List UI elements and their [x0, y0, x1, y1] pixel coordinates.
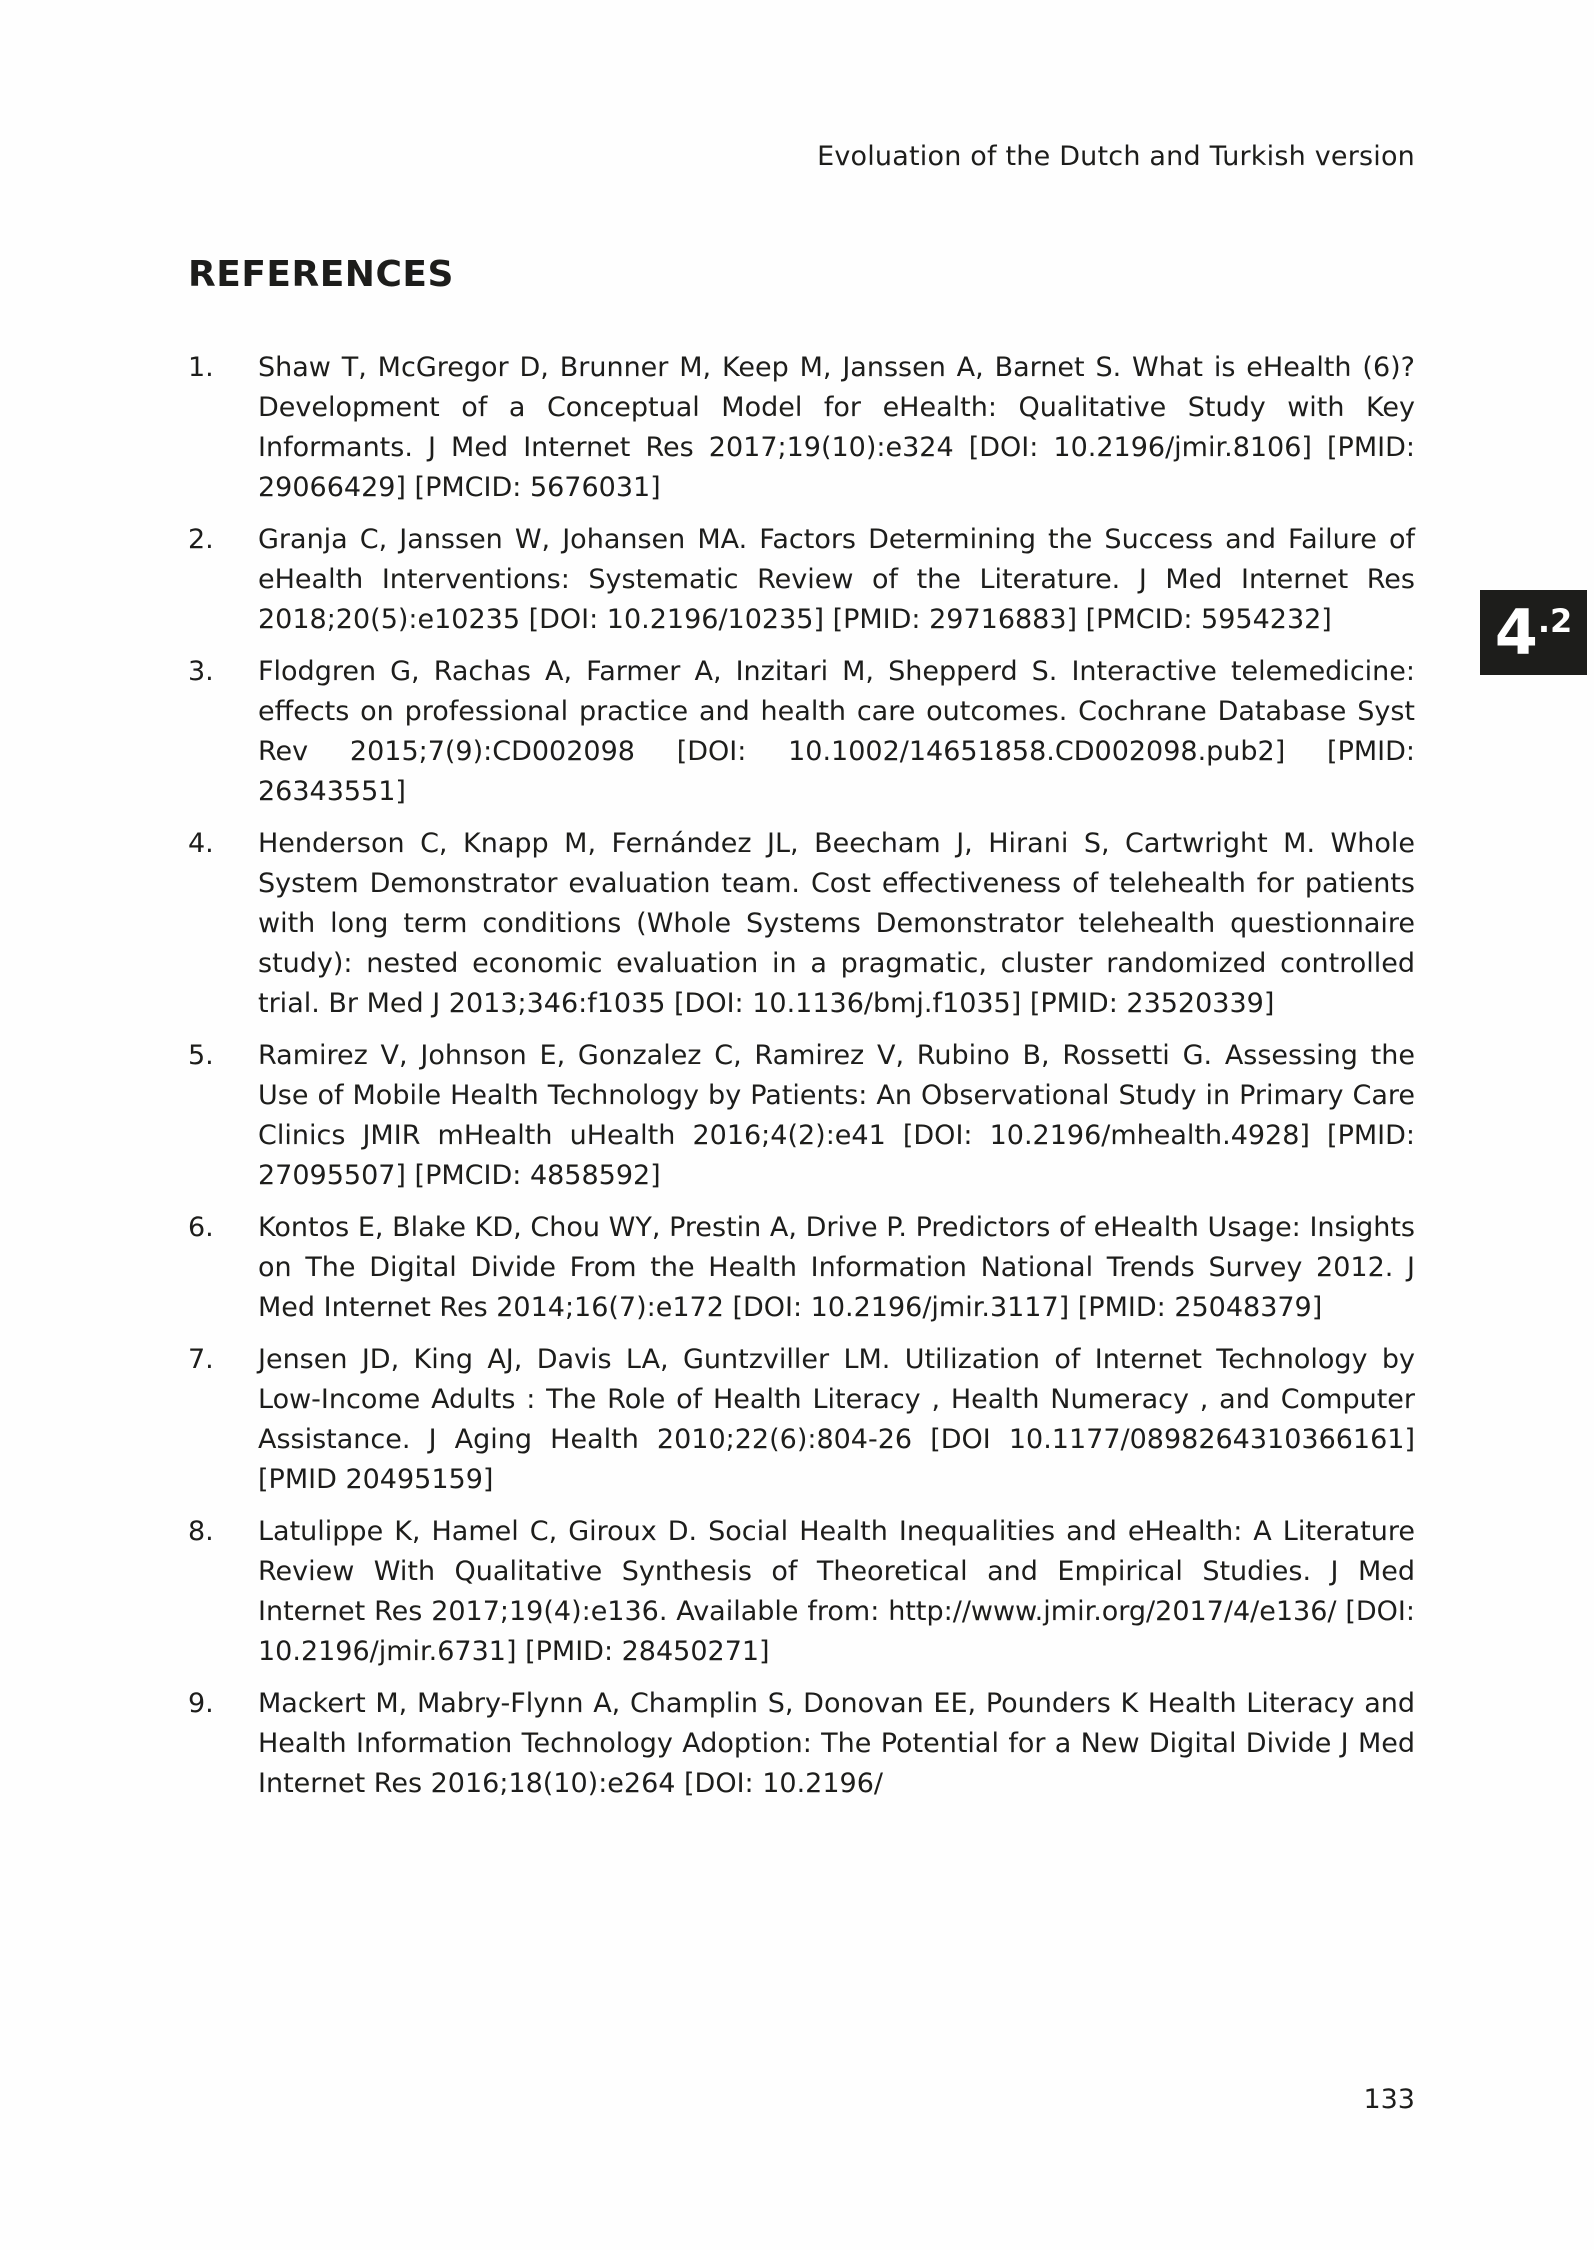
reference-item	[188, 348, 1415, 508]
reference-number: 2.	[188, 524, 214, 555]
reference-number: 4.	[188, 828, 214, 859]
reference-text: Latulippe K, Hamel C, Giroux D. Social Health Inequalities and eHealth: A Literature Review With Qualitative Synthesis of Theoretical and Empirical Studies. J Med Internet Res 2017;19(4):e136. Available from: http://www.jmir.org/2017/4/e136/ [DOI: 10.2196/jmir.6731] [PMID: 28450271]	[258, 1516, 1415, 1667]
reference-number: 8.	[188, 1516, 214, 1547]
reference-text: Shaw T, McGregor D, Brunner M, Keep M, Janssen A, Barnet S. What is eHealth (6)? Development of a Conceptual Model for eHealth: Qualitative Study with Key Informants. J Med Internet Res 2017;19(10):e324 [DOI: 10.2196/jmir.8106] [PMID: 29066429] [PMCID: 5676031]	[258, 352, 1415, 503]
reference-text: Kontos E, Blake KD, Chou WY, Prestin A, Drive P. Predictors of eHealth Usage: Insights on The Digital Divide From the Health Information National Trends Survey 2012. J Med Internet Res 2014;16(7):e172 [DOI: 10.2196/jmir.3117] [PMID: 25048379]	[258, 1212, 1415, 1323]
reference-list	[188, 348, 1415, 1816]
reference-text: Ramirez V, Johnson E, Gonzalez C, Ramirez V, Rubino B, Rossetti G. Assessing the Use of Mobile Health Technology by Patients: An Observational Study in Primary Care Clinics JMIR mHealth uHealth 2016;4(2):e41 [DOI: 10.2196/mhealth.4928] [PMID: 27095507] [PMCID: 4858592]	[258, 1040, 1415, 1191]
reference-text: Flodgren G, Rachas A, Farmer A, Inzitari M, Shepperd S. Interactive telemedicine: effects on professional practice and health care outcomes. Cochrane Database Syst Rev 2015;7(9):CD002098 [DOI: 10.1002/14651858.CD002098.pub2] [PMID: 26343551]	[258, 656, 1415, 807]
reference-number: 9.	[188, 1688, 214, 1719]
reference-item	[188, 1208, 1415, 1328]
reference-number: 3.	[188, 656, 214, 687]
reference-number: 5.	[188, 1040, 214, 1071]
running-head: Evoluation of the Dutch and Turkish version	[817, 141, 1415, 172]
reference-item	[188, 520, 1415, 640]
section-title: REFERENCES	[188, 254, 454, 295]
reference-item	[188, 1340, 1415, 1500]
reference-number: 7.	[188, 1344, 214, 1375]
reference-text: Mackert M, Mabry-Flynn A, Champlin S, Donovan EE, Pounders K Health Literacy and Health Information Technology Adoption: The Potential for a New Digital Divide J Med Internet Res 2016;18(10):e264 [DOI: 10.2196/	[258, 1688, 1415, 1799]
reference-item	[188, 652, 1415, 812]
reference-item	[188, 1684, 1415, 1804]
reference-number: 1.	[188, 352, 214, 383]
reference-text: Jensen JD, King AJ, Davis LA, Guntzviller LM. Utilization of Internet Technology by Low-Income Adults : The Role of Health Literacy , Health Numeracy , and Computer Assistance. J Aging Health 2010;22(6):804-26 [DOI 10.1177/0898264310366161] [PMID 20495159]	[258, 1344, 1415, 1495]
chapter-tab	[1480, 590, 1587, 675]
chapter-section-number: .2	[1537, 601, 1573, 640]
chapter-number: 4	[1494, 595, 1538, 669]
reference-item	[188, 1512, 1415, 1672]
reference-number: 6.	[188, 1212, 214, 1243]
reference-item	[188, 824, 1415, 1024]
page-number: 133	[1363, 2084, 1415, 2115]
reference-text: Granja C, Janssen W, Johansen MA. Factors Determining the Success and Failure of eHealth Interventions: Systematic Review of the Literature. J Med Internet Res 2018;20(5):e10235 [DOI: 10.2196/10235] [PMID: 29716883] [PMCID: 5954232]	[258, 524, 1415, 635]
reference-text: Henderson C, Knapp M, Fernández JL, Beecham J, Hirani S, Cartwright M. Whole System Demonstrator evaluation team. Cost effectiveness of telehealth for patients with long term conditions (Whole Systems Demonstrator telehealth questionnaire study): nested economic evaluation in a pragmatic, cluster randomized controlled trial. Br Med J 2013;346:f1035 [DOI: 10.1136/bmj.f1035] [PMID: 23520339]	[258, 828, 1415, 1019]
reference-item	[188, 1036, 1415, 1196]
